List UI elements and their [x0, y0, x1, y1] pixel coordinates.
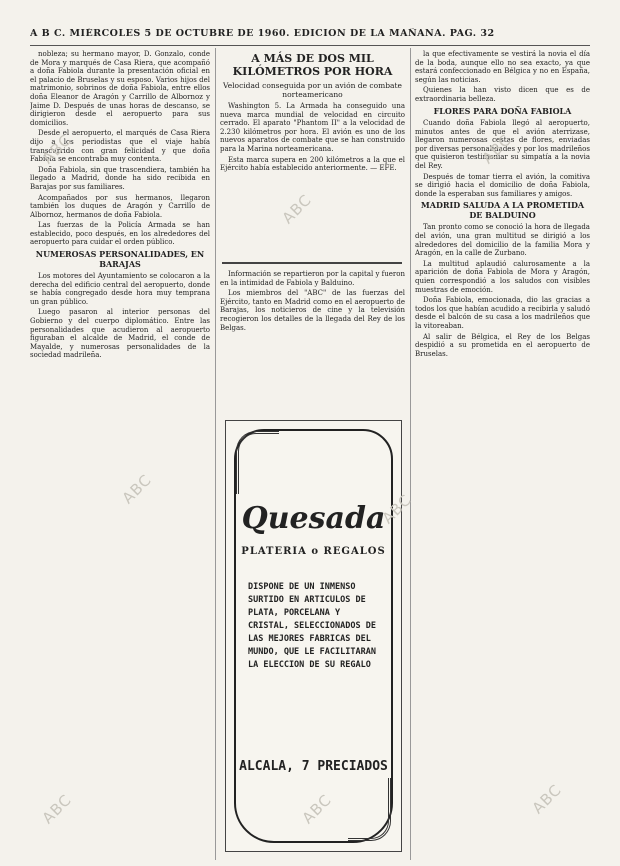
column-divider	[215, 48, 216, 860]
paragraph: Cuando doña Fabiola llegó al aeropuerto, minutos antes de que el avión aterrizase, llegaron numerosas cestas de flores, enviadas por diversas personalidades y por los madrileños que quisieron testimoniar su simpatía a la novia del Rey.	[415, 119, 590, 171]
watermark-icon: ABC	[478, 130, 516, 168]
paragraph: Doña Fabiola, emocionada, dio las gracias a todos los que habían acudido a recibirla y saludó desde el balcón de su casa a los madrileños que la vitoreaban.	[415, 296, 590, 330]
paragraph: Esta marca supera en 200 kilómetros a la que el Ejército había establecido anteriormente. — EFE.	[220, 155, 405, 173]
subheadline: NUMEROSAS PERSONALIDADES, EN BARAJAS	[35, 249, 205, 269]
column-divider	[410, 48, 411, 860]
ad-address: ALCALA, 7 PRECIADOS	[239, 759, 388, 774]
paragraph: La multitud aplaudió calurosamente a la aparición de doña Fabiola de Mora y Aragón, quien correspondió a los saludos con visibles muestras de emoción.	[415, 259, 590, 294]
ornament-icon	[236, 431, 279, 494]
ad-body: DISPONE DE UN INMENSO SURTIDO EN ARTICULOS DE PLATA, PORCELANA Y CRISTAL, SELECCIONADOS DE LAS MEJORES FABRICAS DEL MUNDO, QUE LE FACILITARAN LA ELECCION DE SU REGALO	[248, 582, 376, 670]
paragraph: Luego pasaron al interior personas del Gobierno y del cuerpo diplomático. Entre las personalidades que acudieron al aeropuerto figuraban el alcalde de Madrid, el conde de Mayalde, y numerosas personalidades de la sociedad madrileña.	[30, 308, 210, 360]
watermark-icon: ABC	[278, 190, 316, 228]
header-rule	[30, 45, 590, 46]
page-header: A B C. MIÉRCOLES 5 DE OCTUBRE DE 1960. EDICION DE LA MAÑANA. PAG. 32	[30, 28, 495, 39]
article-continuation	[220, 270, 405, 415]
paragraph: Doña Fabiola, sin que trascendiera, también ha llegado a Madrid, donde ha sido recibida en Barajas por sus familiares.	[30, 165, 210, 191]
paragraph: Al salir de Bélgica, el Rey de los Belgas despidió a su prometida en el aeropuerto de Bruselas.	[415, 332, 590, 358]
ad-subtitle: PLATERIA o REGALOS	[241, 546, 386, 557]
watermark-icon: ABC	[528, 780, 566, 818]
subheadline: MADRID SALUDA A LA PROMETIDA DE BALDUINO	[420, 200, 585, 220]
column-right	[415, 50, 590, 860]
watermark-icon: ABC	[298, 790, 336, 828]
paragraph: Washington 5. La Armada ha conseguido una nueva marca mundial de velocidad en circuito cerrado. El aparato "Phantom II" a la velocidad de 2.230 kilómetros por hora. El avión es uno de los nuevos aparatos de combate que se han construido para la Marina norteamericana.	[220, 102, 405, 153]
paragraph: Desde el aeropuerto, el marqués de Casa Riera dijo a los periodistas que el viaje había transcurrido con gran felicidad y que doña Fabiola se encontraba muy contenta.	[30, 129, 210, 164]
subheadline: FLORES PARA DOÑA FABIOLA	[433, 105, 572, 116]
paragraph: Los motores del Ayuntamiento se colocaron a la derecha del edificio central del aeropuerto, donde se había congregado desde hora muy temprana un gran público.	[30, 272, 210, 306]
watermark-icon: ABC	[118, 470, 156, 508]
paragraph: Quienes la han visto dicen que es de extraordinaria belleza.	[415, 86, 590, 103]
watermark-icon: ABC	[378, 490, 416, 528]
paragraph: Información se repartieron por la capital y fueron en la intimidad de Fabiola y Balduino.	[220, 270, 405, 287]
advertisement	[225, 420, 402, 852]
paragraph: nobleza; su hermano mayor, D. Gonzalo, conde de Mora y marqués de Casa Riera, que acompañó a doña Fabiola durante la presentación oficial en el palacio de Bruselas y su esposo. Varios hijos del matrimonio, sobrinos de doña Fabiola, entre ellos doña Eleanor de Aragón y Carrillo de Albornoz y Jaime D. Después de unas horas de descanso, se dirigieron desde el aeropuerto para sus domicilios.	[30, 50, 210, 127]
column-left	[30, 50, 210, 860]
ornament-icon	[348, 778, 391, 841]
paragraph: la que efectivamente se vestirá la novia el día de la boda, aunque ello no sea exacto, ya que estará confeccionado en Bélgica y no en España, según las noticias.	[415, 50, 590, 84]
watermark-icon: ABC	[38, 790, 76, 828]
article-subhead: Velocidad conseguida por un avión de combate norteamericano	[222, 81, 402, 99]
paragraph: Tan pronto como se conoció la hora de llegada del avión, una gran multitud se dirigió a los alrededores del domicilio de la familia Mora y Aragón, en la calle de Zurbano.	[415, 223, 590, 258]
ad-logo: Quesada	[241, 501, 386, 536]
paragraph: Después de tomar tierra el avión, la comitiva se dirigió hacia el domicilio de doña Fabiola, donde la esperaban sus familiares y amigos.	[415, 172, 590, 198]
article-separator	[222, 262, 402, 264]
paragraph: Los miembros del "ABC" de las fuerzas del Ejército, tanto en Madrid como en el aeropuerto de Barajas, los noticieros de cine y la televisión recogieron los detalles de la llegada del Rey de los Belgas.	[220, 289, 405, 332]
article-jet-record	[220, 50, 405, 255]
watermark-icon: ABC	[38, 130, 76, 168]
article-headline: A MÁS DE DOS MIL KILÓMETROS POR HORA	[232, 52, 393, 78]
paragraph: Las fuerzas de la Policía Armada se han establecido, poco después, en los alrededores del aeropuerto para cuidar el orden público.	[30, 221, 210, 247]
paragraph: Acompañados por sus hermanos, llegaron también los duques de Aragón y Carrillo de Albornoz, hermanos de doña Fabiola.	[30, 193, 210, 219]
